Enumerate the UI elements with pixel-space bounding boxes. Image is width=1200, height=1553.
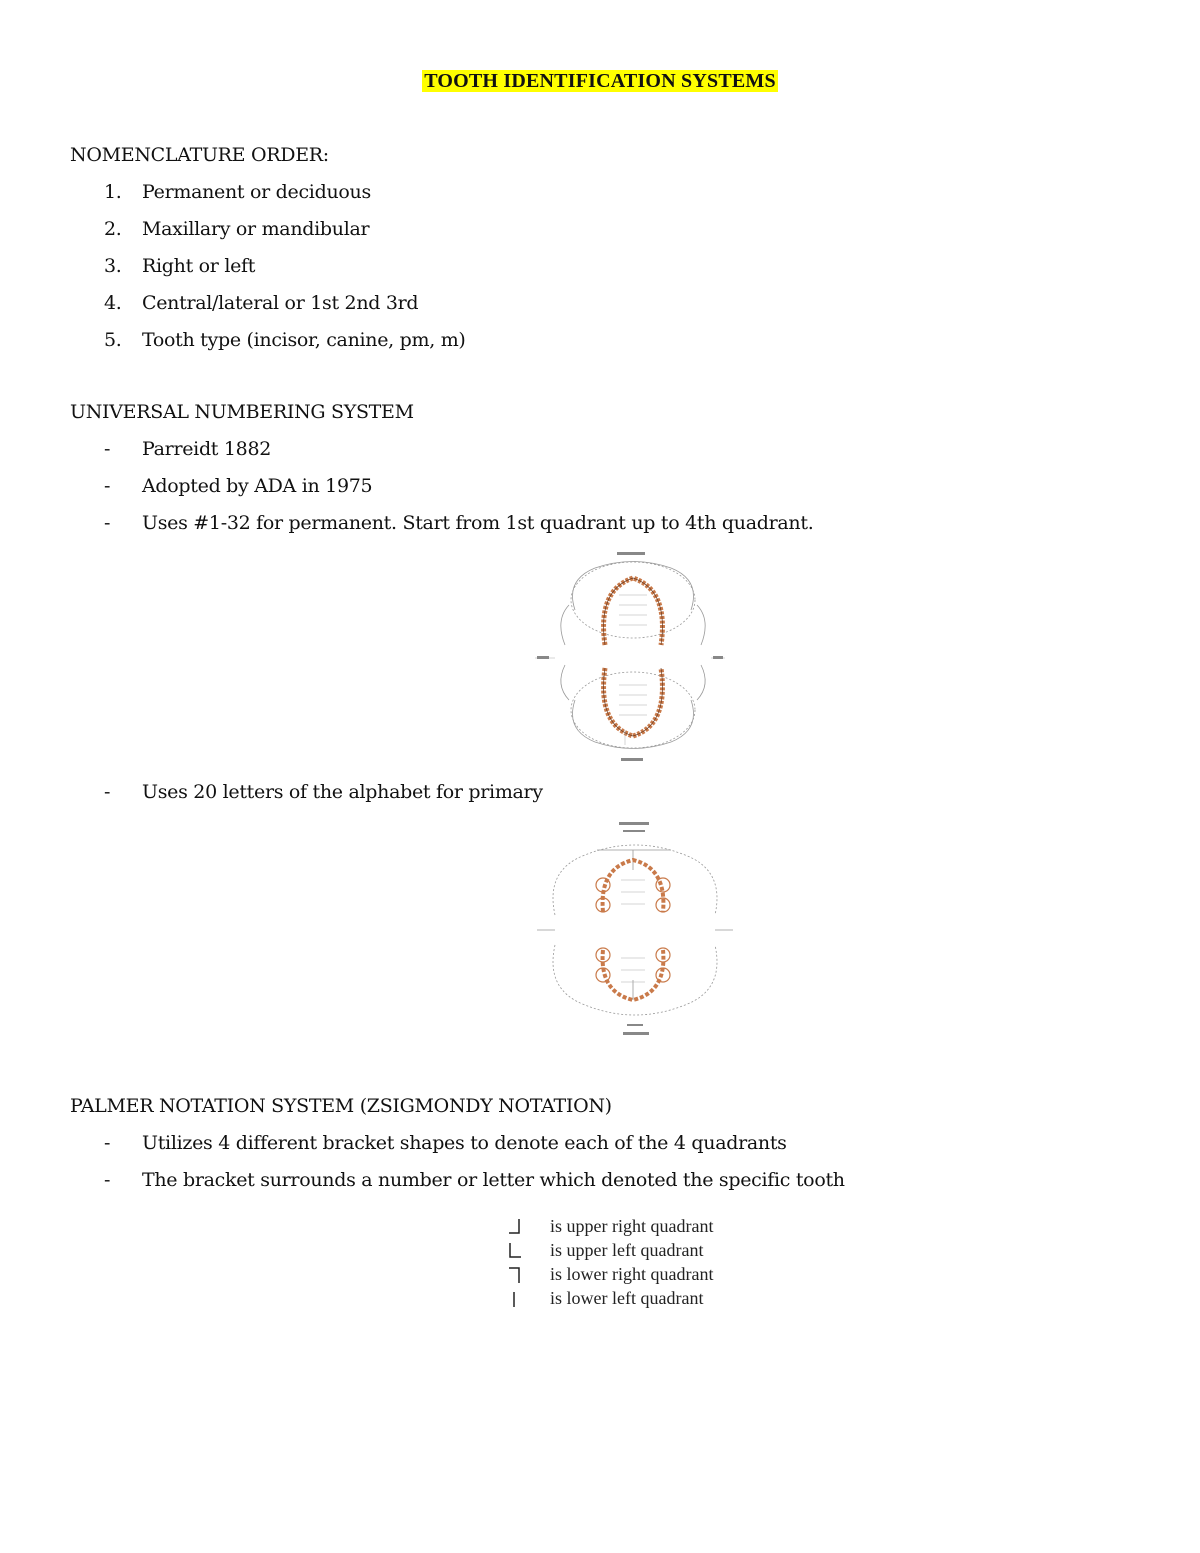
list-text: Permanent or deciduous bbox=[142, 181, 371, 203]
list-text: Utilizes 4 different bracket shapes to denote each of the 4 quadrants bbox=[142, 1132, 787, 1154]
lower-right-bracket-icon bbox=[507, 1266, 523, 1284]
nomenclature-heading: NOMENCLATURE ORDER: bbox=[70, 144, 329, 166]
palmer-heading: PALMER NOTATION SYSTEM (ZSIGMONDY NOTATION) bbox=[70, 1095, 612, 1117]
list-text: Uses #1-32 for permanent. Start from 1st quadrant up to 4th quadrant. bbox=[142, 512, 814, 534]
page-title bbox=[0, 70, 1200, 93]
list-item bbox=[104, 1132, 787, 1154]
permanent-dentition-diagram bbox=[535, 550, 725, 765]
primary-dentition-diagram bbox=[535, 820, 735, 1042]
bracket-text: is upper right quadrant bbox=[550, 1216, 714, 1236]
list-item bbox=[104, 292, 418, 314]
list-item bbox=[104, 475, 372, 497]
list-item bbox=[104, 218, 369, 240]
bullet-dash: - bbox=[104, 475, 111, 497]
upper-left-bracket-icon bbox=[507, 1242, 523, 1260]
bracket-text: is upper left quadrant bbox=[550, 1240, 704, 1260]
bullet-dash: - bbox=[104, 1169, 111, 1191]
bracket-legend bbox=[505, 1212, 765, 1332]
list-item bbox=[104, 329, 466, 351]
list-number: 4. bbox=[104, 292, 122, 314]
list-text: Parreidt 1882 bbox=[142, 438, 272, 460]
bullet-dash: - bbox=[104, 512, 111, 534]
bullet-dash: - bbox=[104, 438, 111, 460]
bullet-dash: - bbox=[104, 781, 111, 803]
list-text: Tooth type (incisor, canine, pm, m) bbox=[142, 329, 466, 351]
list-item bbox=[104, 781, 543, 803]
list-item bbox=[104, 438, 271, 460]
universal-heading: UNIVERSAL NUMBERING SYSTEM bbox=[70, 401, 414, 423]
list-text: Central/lateral or 1st 2nd 3rd bbox=[142, 292, 419, 314]
list-number: 2. bbox=[104, 218, 122, 240]
lower-left-bracket-icon bbox=[507, 1290, 523, 1308]
bracket-text: is lower right quadrant bbox=[550, 1264, 714, 1284]
list-number: 5. bbox=[104, 329, 122, 351]
list-text: The bracket surrounds a number or letter which denoted the specific tooth bbox=[142, 1169, 845, 1191]
list-item bbox=[104, 255, 255, 277]
list-item bbox=[104, 512, 813, 534]
list-number: 1. bbox=[104, 181, 122, 203]
list-text: Maxillary or mandibular bbox=[142, 218, 370, 240]
page-title-text: TOOTH IDENTIFICATION SYSTEMS bbox=[424, 70, 776, 92]
list-text: Adopted by ADA in 1975 bbox=[142, 475, 373, 497]
list-item bbox=[104, 181, 371, 203]
list-text: Uses 20 letters of the alphabet for primary bbox=[142, 781, 543, 803]
bullet-dash: - bbox=[104, 1132, 111, 1154]
bracket-text: is lower left quadrant bbox=[550, 1288, 704, 1308]
list-number: 3. bbox=[104, 255, 122, 277]
list-item bbox=[104, 1169, 845, 1191]
list-text: Right or left bbox=[142, 255, 256, 277]
upper-right-bracket-icon bbox=[507, 1218, 523, 1236]
